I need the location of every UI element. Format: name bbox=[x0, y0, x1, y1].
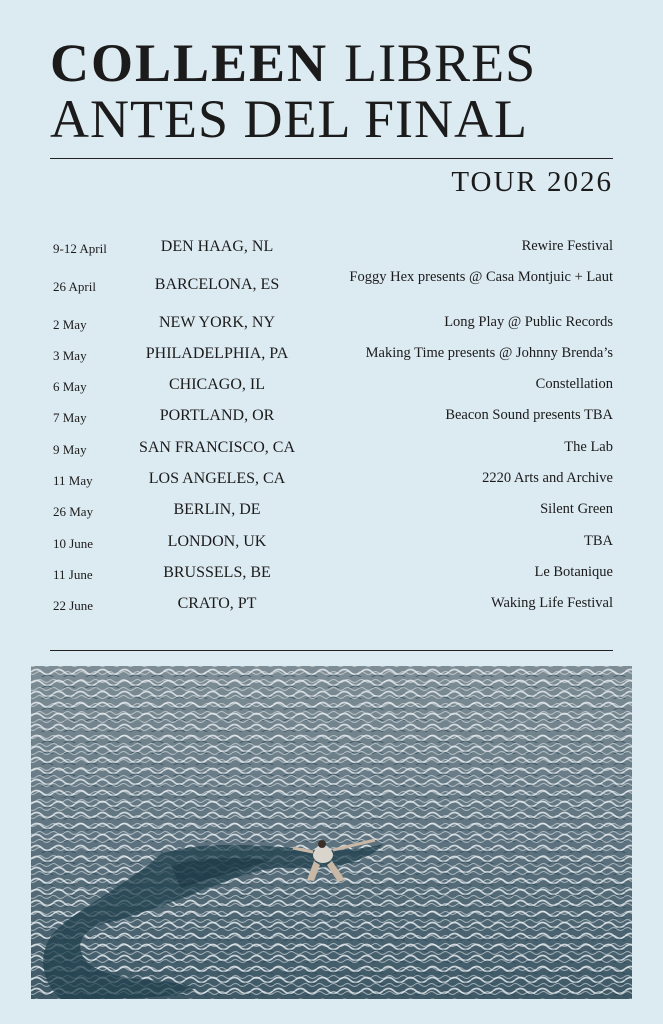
tour-date: 9-12 April bbox=[53, 241, 107, 256]
tour-venue: Foggy Hex presents @ Casa Montjuic + Laut bbox=[349, 269, 613, 285]
tour-city: BERLIN, DE bbox=[173, 501, 261, 518]
tour-heading: TOUR 2026 bbox=[451, 166, 613, 198]
tour-venue: Making Time presents @ Johnny Brenda’s bbox=[365, 345, 613, 361]
tour-city: CRATO, PT bbox=[177, 595, 257, 612]
tour-city: NEW YORK, NY bbox=[159, 314, 275, 331]
title-line-1 bbox=[50, 32, 620, 94]
divider-bottom bbox=[50, 650, 613, 651]
tour-venue: 2220 Arts and Archive bbox=[482, 470, 613, 486]
tour-date: 6 May bbox=[53, 379, 87, 394]
tour-date: 11 June bbox=[53, 567, 93, 582]
tour-date-row bbox=[0, 339, 663, 371]
tour-city: PORTLAND, OR bbox=[159, 407, 275, 424]
tour-venue: Le Botanique bbox=[534, 564, 613, 580]
tour-venue: Silent Green bbox=[540, 501, 613, 517]
tour-date-row bbox=[0, 308, 663, 340]
tour-venue: Constellation bbox=[535, 376, 613, 392]
tour-date: 10 June bbox=[53, 536, 94, 551]
tour-date: 7 May bbox=[53, 410, 87, 425]
tour-city: BARCELONA, ES bbox=[154, 276, 280, 293]
divider-top bbox=[50, 158, 613, 159]
tour-date: 9 May bbox=[53, 442, 87, 457]
tour-city: BRUSSELS, BE bbox=[163, 564, 271, 581]
tour-date-row bbox=[0, 270, 663, 302]
tour-date-row bbox=[0, 495, 663, 527]
tour-city: PHILADELPHIA, PA bbox=[145, 345, 289, 362]
water-photo bbox=[31, 666, 632, 999]
tour-date-row bbox=[0, 558, 663, 590]
tour-date-row bbox=[0, 370, 663, 402]
tour-venue: Beacon Sound presents TBA bbox=[445, 407, 613, 423]
tour-date: 26 April bbox=[53, 279, 96, 294]
tour-venue: Long Play @ Public Records bbox=[444, 314, 613, 330]
tour-venue: Waking Life Festival bbox=[490, 595, 613, 611]
tour-date-row bbox=[0, 527, 663, 559]
tour-date: 2 May bbox=[53, 317, 87, 332]
tour-date-row bbox=[0, 232, 663, 264]
tour-city: SAN FRANCISCO, CA bbox=[138, 439, 296, 456]
tour-venue: TBA bbox=[584, 533, 613, 549]
album-title-part-1: LIBRES bbox=[344, 33, 537, 93]
water-ripples-illustration bbox=[31, 666, 632, 999]
tour-city: LOS ANGELES, CA bbox=[148, 470, 286, 487]
artist-name: COLLEEN bbox=[50, 33, 329, 93]
tour-date-row bbox=[0, 433, 663, 465]
tour-date-row bbox=[0, 401, 663, 433]
album-title-part-2: ANTES DEL FINAL bbox=[50, 89, 528, 149]
tour-date: 26 May bbox=[53, 504, 94, 519]
tour-city: LONDON, UK bbox=[167, 533, 267, 550]
tour-date: 22 June bbox=[53, 598, 94, 613]
tour-city: DEN HAAG, NL bbox=[160, 238, 274, 255]
tour-date-row bbox=[0, 589, 663, 621]
tour-city: CHICAGO, IL bbox=[169, 376, 265, 393]
tour-date: 3 May bbox=[53, 348, 87, 363]
tour-venue: The Lab bbox=[564, 439, 613, 455]
tour-date: 11 May bbox=[53, 473, 93, 488]
tour-date-row bbox=[0, 464, 663, 496]
tour-venue: Rewire Festival bbox=[521, 238, 613, 254]
